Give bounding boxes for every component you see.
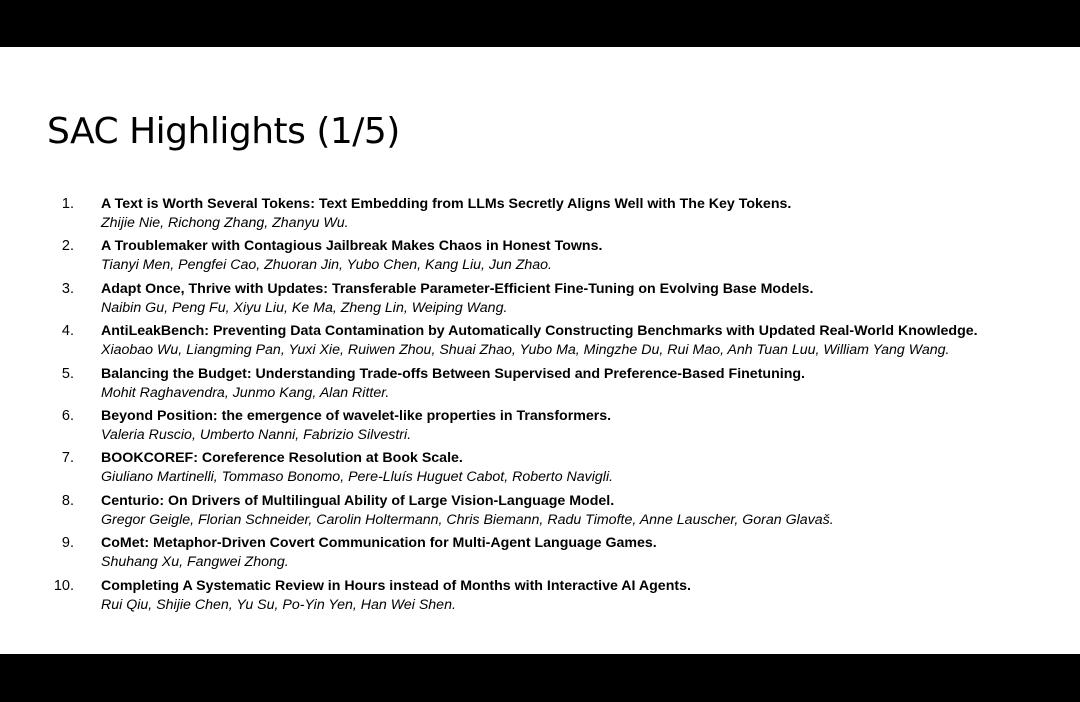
paper-authors: Naibin Gu, Peng Fu, Xiyu Liu, Ke Ma, Zheng Lin, Weiping Wang. [101,299,508,316]
list-item [0,233,1080,275]
item-number: 7. [61,450,74,467]
item-number: 8. [61,492,74,509]
paper-authors: Shuhang Xu, Fangwei Zhong. [101,554,289,571]
list-item [0,573,1080,615]
list-item [0,361,1080,403]
list-item [0,445,1080,487]
paper-title: AntiLeakBench: Preventing Data Contamination by Automatically Constructing Benchmarks with Updated Real-World Knowledge. [101,323,978,340]
item-number: 10. [53,577,74,594]
item-number: 5. [61,365,74,382]
bottom-letterbox-bar [0,654,1080,702]
list-item [0,276,1080,318]
list-item [0,318,1080,360]
paper-title: A Text is Worth Several Tokens: Text Embedding from LLMs Secretly Aligns Well with The Key Tokens. [101,196,792,212]
paper-title: Centurio: On Drivers of Multilingual Ability of Large Vision-Language Model. [101,492,615,509]
paper-title: CoMet: Metaphor-Driven Covert Communication for Multi-Agent Language Games. [101,535,657,552]
paper-title: BOOKCOREF: Coreference Resolution at Book Scale. [101,450,463,467]
item-number: 6. [61,407,74,424]
item-number: 2. [61,238,74,255]
paper-authors: Gregor Geigle, Florian Schneider, Carolin Holtermann, Chris Biemann, Radu Timofte, Anne Lauscher, Goran Glavaš. [101,511,834,528]
paper-title: Completing A Systematic Review in Hours instead of Months with Interactive AI Agents. [101,577,691,594]
item-number: 3. [61,280,74,297]
list-item [0,530,1080,572]
paper-authors: Giuliano Martinelli, Tommaso Bonomo, Pere-Lluís Huguet Cabot, Roberto Navigli. [101,469,614,486]
top-letterbox-bar [0,0,1080,47]
paper-title: Adapt Once, Thrive with Updates: Transferable Parameter-Efficient Fine-Tuning on Evolving Base Models. [101,280,814,297]
paper-authors: Tianyi Men, Pengfei Cao, Zhuoran Jin, Yubo Chen, Kang Liu, Jun Zhao. [101,257,552,274]
paper-list [0,191,1080,615]
list-item [0,191,1080,233]
item-number: 4. [61,323,74,340]
paper-title: A Troublemaker with Contagious Jailbreak Makes Chaos in Honest Towns. [101,238,603,255]
paper-title: Beyond Position: the emergence of wavelet-like properties in Transformers. [101,407,612,424]
paper-authors: Zhijie Nie, Richong Zhang, Zhanyu Wu. [101,215,349,231]
slide-title: SAC Highlights (1/5) [47,111,400,152]
slide [0,47,1080,654]
paper-authors: Valeria Ruscio, Umberto Nanni, Fabrizio Silvestri. [101,426,412,443]
paper-authors: Mohit Raghavendra, Junmo Kang, Alan Ritter. [101,384,390,401]
item-number: 1. [61,196,74,212]
paper-title: Balancing the Budget: Understanding Trade-offs Between Supervised and Preference-Based Finetuning. [101,365,805,382]
paper-authors: Xiaobao Wu, Liangming Pan, Yuxi Xie, Ruiwen Zhou, Shuai Zhao, Yubo Ma, Mingzhe Du, Rui Mao, Anh Tuan Luu, William Yang Wang. [101,342,950,359]
item-number: 9. [61,535,74,552]
list-item [0,488,1080,530]
list-item [0,403,1080,445]
paper-authors: Rui Qiu, Shijie Chen, Yu Su, Po-Yin Yen, Han Wei Shen. [101,596,456,613]
